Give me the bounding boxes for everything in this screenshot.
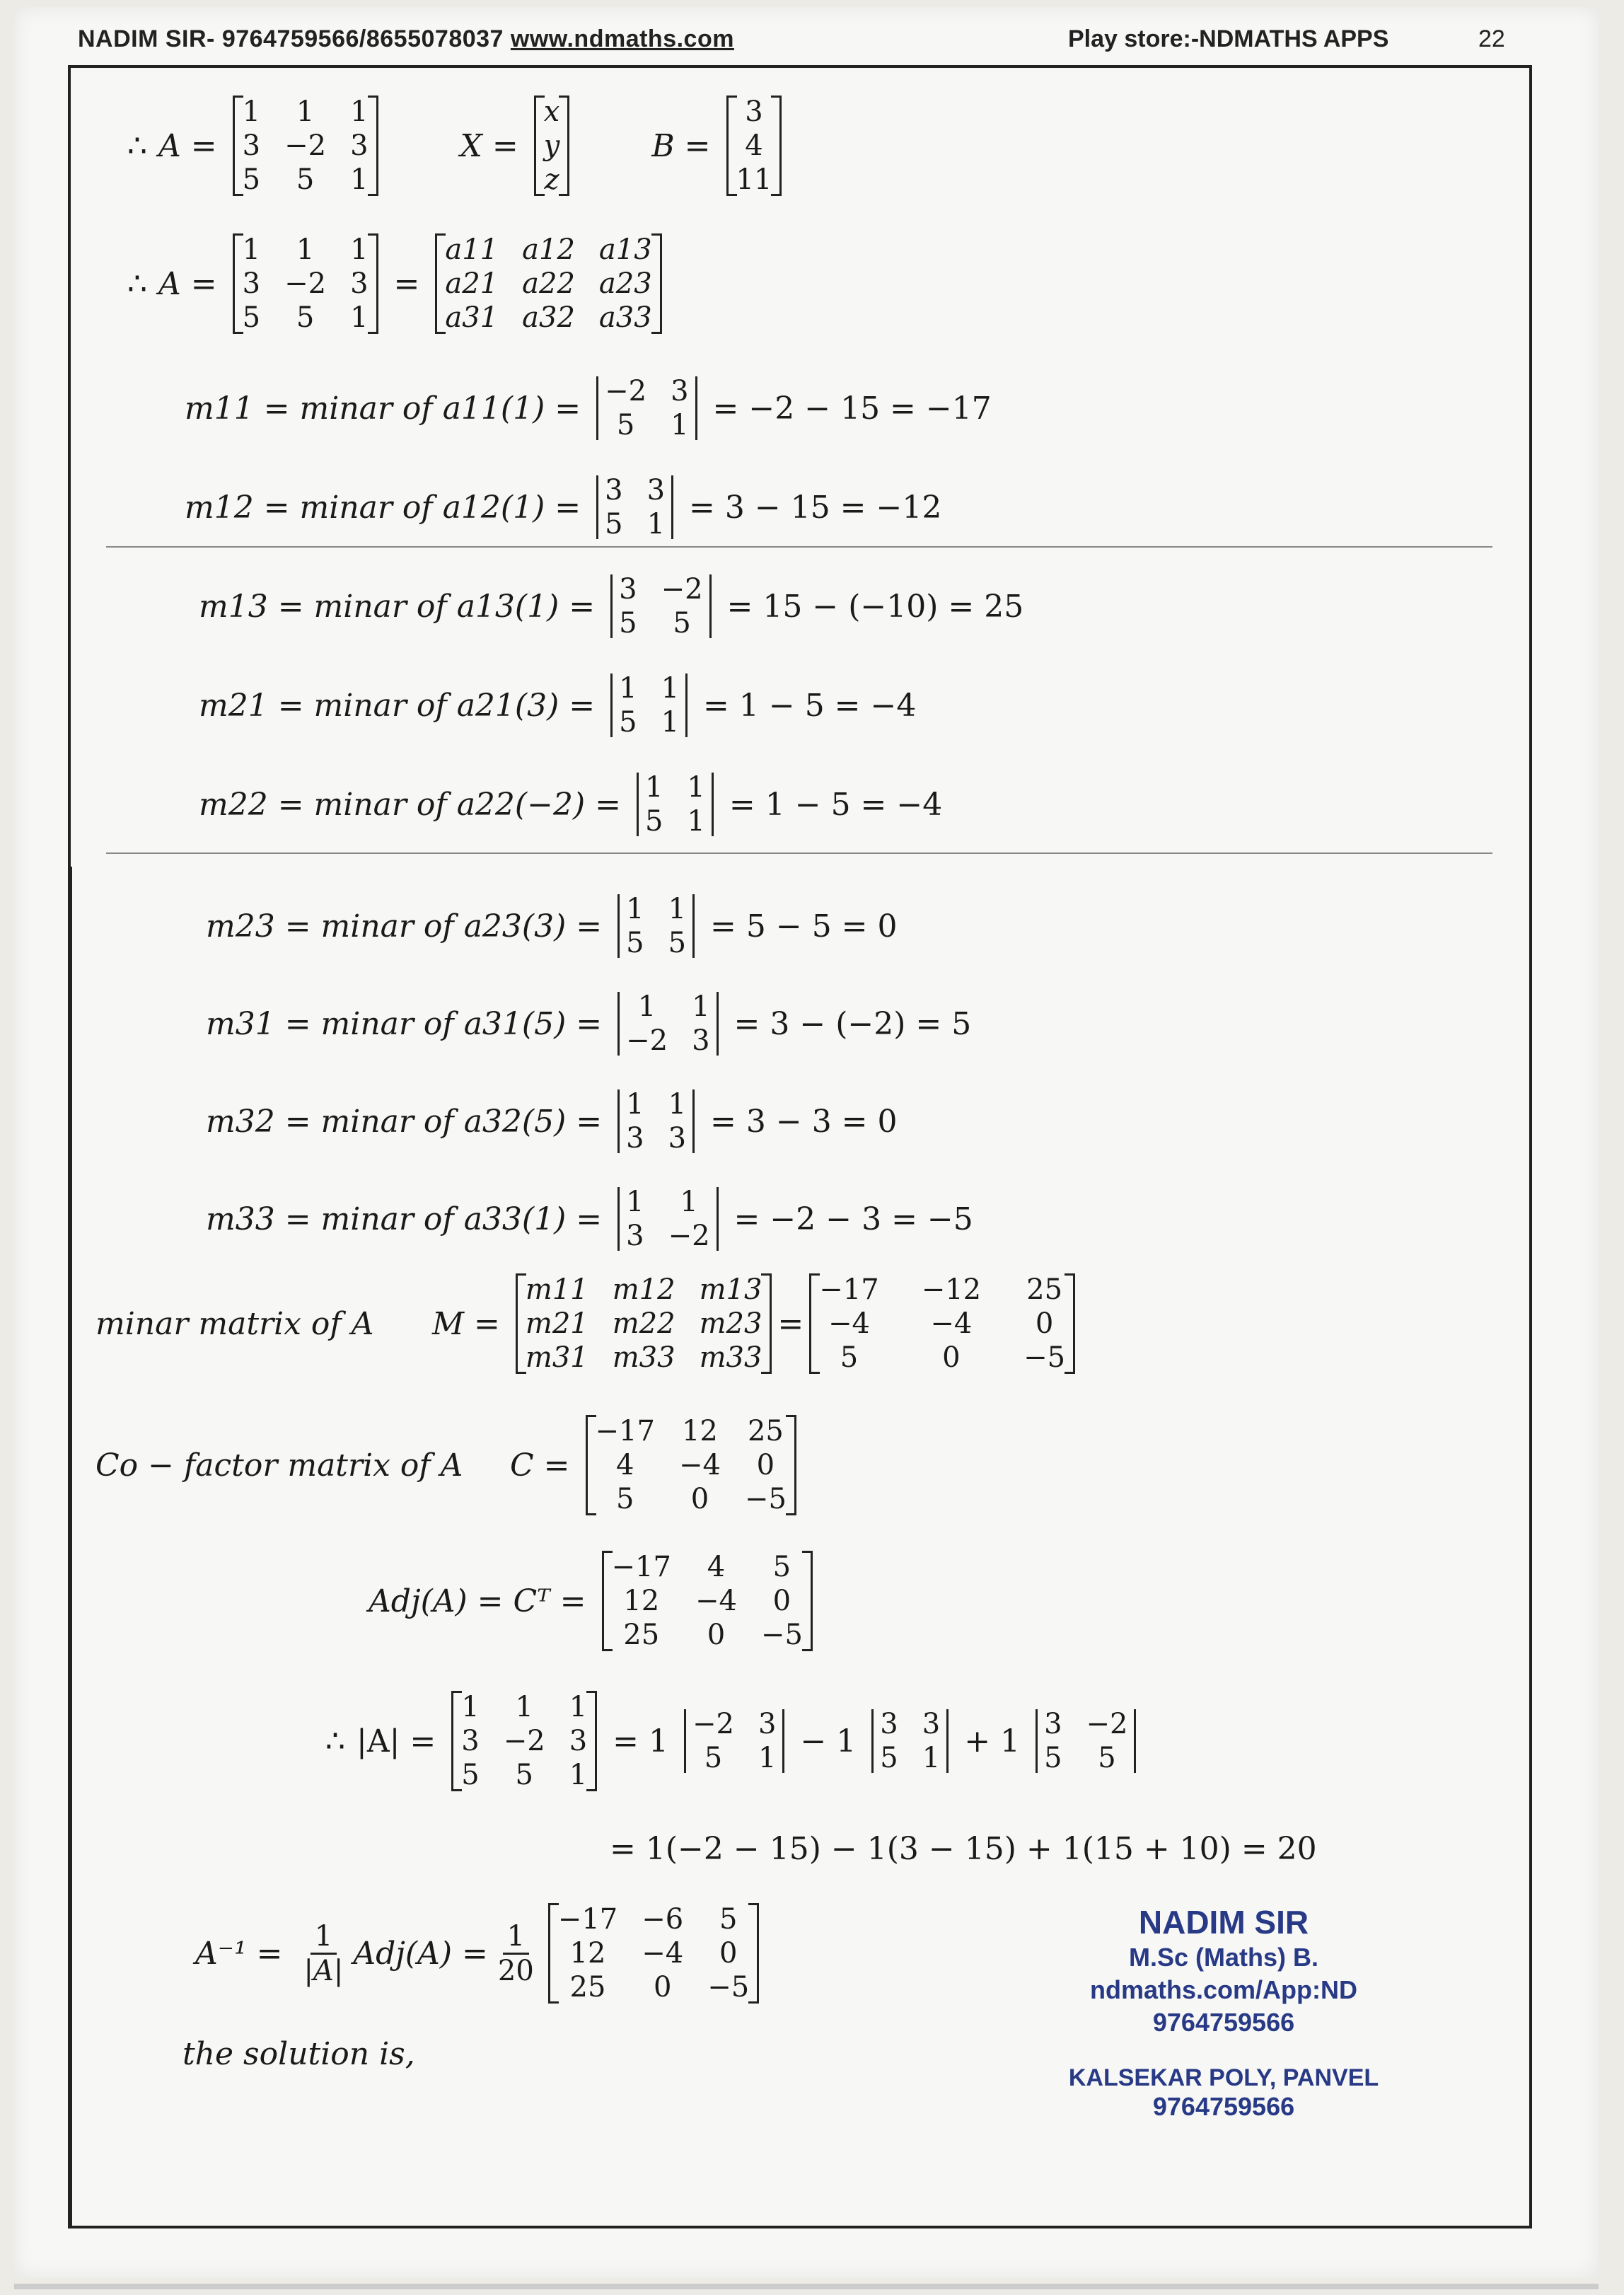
matrix-cell: 25: [569, 1971, 606, 2004]
matrix-cell: 1: [296, 233, 315, 266]
matrix-cell: 0: [653, 1971, 672, 2004]
matrix-cell: 0: [1035, 1307, 1054, 1340]
header-phone: NADIM SIR- 9764759566/8655078037: [78, 25, 504, 52]
matrix-cell: 5: [616, 1483, 634, 1515]
matrix-cell: −2: [626, 1024, 668, 1057]
inverse-matrix: [548, 1903, 759, 2004]
matrix-cell: 1: [661, 706, 680, 739]
matrix-cell: m22: [612, 1307, 675, 1340]
matrix-cell: 25: [1026, 1273, 1063, 1306]
matrix-cell: 1: [350, 96, 369, 128]
matrix-cell: 1: [350, 233, 369, 266]
minor-determinant: [610, 672, 688, 739]
matrix-cell: 3: [922, 1708, 941, 1740]
matrix-cell: 3: [461, 1725, 480, 1757]
matrix-cell: 25: [623, 1619, 660, 1651]
matrix-cell: 5: [605, 508, 623, 540]
matrix-cell: 5: [619, 706, 637, 739]
matrix-cell: 12: [681, 1415, 718, 1447]
minor-rhs: = −2 − 15 = −17: [712, 390, 992, 427]
matrix-cell: 1: [242, 96, 261, 128]
minor-lhs: m23 = minar of a23(3) =: [206, 908, 603, 944]
matrix-cell: 1: [644, 771, 663, 804]
matrix-cell: 1: [692, 990, 710, 1023]
determinant-label: |A| =: [356, 1723, 436, 1759]
matrix-cell: 5: [719, 1903, 738, 1936]
minor-rhs: = 3 − (−2) = 5: [733, 1005, 972, 1042]
matrix-cell: −2: [661, 573, 703, 606]
minor-determinant: [617, 1186, 718, 1252]
matrix-cell: 0: [690, 1483, 709, 1515]
matrix-cell: 3: [745, 96, 763, 128]
matrix-cell: 0: [942, 1341, 961, 1374]
matrix-cell: m23: [699, 1307, 762, 1340]
therefore-symbol: ∴: [325, 1723, 345, 1759]
adjoint-label: Adj(A) = Cᵀ =: [369, 1583, 586, 1619]
matrix-a-elements: [435, 233, 661, 334]
minor-lhs: m31 = minar of a31(5) =: [206, 1005, 603, 1042]
matrix-cell: 5: [296, 163, 315, 196]
matrix-cell: a33: [598, 301, 652, 334]
author-stamp: [1047, 1903, 1400, 2122]
matrix-cell: −2: [284, 129, 327, 162]
matrix-cell: z: [544, 163, 559, 196]
matrix-cell: x: [543, 96, 560, 128]
minor-matrix-symbols: [516, 1273, 772, 1374]
cofactor-label: Co − factor matrix of A: [95, 1447, 463, 1484]
row-adjoint: [357, 1551, 817, 1651]
matrix-cell: 3: [626, 1220, 644, 1252]
matrix-cell: m31: [525, 1341, 588, 1374]
matrix-cell: 4: [707, 1551, 726, 1583]
matrix-cell: 3: [758, 1708, 777, 1740]
matrix-cell: 3: [242, 267, 261, 300]
minor-matrix-label: minar matrix of A: [95, 1305, 374, 1342]
matrix-cell: 5: [1044, 1742, 1062, 1774]
stamp-institute: KALSEKAR POLY, PANVEL: [1068, 2064, 1379, 2091]
matrix-cell: 1: [296, 96, 315, 128]
minor-row: [195, 990, 982, 1057]
matrix-cell: −2: [605, 375, 647, 407]
matrix-cell: 1: [671, 409, 689, 441]
inverse-adj-text: Adj(A) =: [353, 1935, 488, 1972]
matrix-cell: −17: [595, 1415, 655, 1447]
matrix-cell: 1: [680, 1186, 698, 1218]
row-determinant: [325, 1691, 1140, 1791]
minor-rhs: = 3 − 3 = 0: [710, 1103, 898, 1140]
row-matrix-general: ∴ A = 1 1 1 3 −2 3 5 5 1 = a11 a12 a13 a21 a22 a23 a31 a32 a33: [127, 233, 666, 334]
matrix-cell: 1: [626, 1186, 644, 1218]
matrix-cell: −17: [557, 1903, 618, 1936]
matrix-cell: m21: [525, 1307, 588, 1340]
matrix-cell: 0: [719, 1937, 738, 1970]
stamp-website: ndmaths.com/App:ND: [1090, 1975, 1357, 2004]
matrix-cell: 3: [619, 573, 637, 606]
matrix-cell: 0: [756, 1449, 775, 1481]
minor-matrix-values: [809, 1273, 1075, 1374]
matrix-cell: −6: [642, 1903, 684, 1936]
minor-lhs: m32 = minar of a32(5) =: [206, 1103, 603, 1140]
matrix-cell: 1: [668, 1088, 687, 1121]
matrix-cell: −5: [707, 1971, 750, 2004]
minor-row: [195, 893, 909, 959]
matrix-cell: a13: [598, 233, 652, 266]
minor-rhs: = 5 − 5 = 0: [710, 908, 898, 944]
therefore-symbol: ∴: [127, 127, 147, 164]
matrix-cell: −2: [284, 267, 327, 300]
matrix-cell: 1: [646, 508, 666, 540]
minor-determinant: [617, 893, 695, 959]
matrix-cell: −5: [760, 1619, 803, 1651]
matrix-cell: 5: [704, 1742, 723, 1774]
cofactor-c-label: C =: [510, 1447, 570, 1484]
matrix-cell: 5: [673, 607, 691, 640]
adjoint-matrix: [602, 1551, 813, 1651]
stamp-degree: M.Sc (Maths) B.: [1128, 1943, 1318, 1972]
stamp-phone: 9764759566: [1152, 2008, 1295, 2037]
matrix-cell: 1: [687, 805, 705, 838]
matrix-cell: 0: [772, 1585, 791, 1617]
expansion-det-3: [1036, 1708, 1136, 1774]
determinant-matrix: [451, 1691, 597, 1791]
expansion-det-2: [871, 1708, 949, 1774]
determinant-result: = 1(−2 − 15) − 1(3 − 15) + 1(15 + 10) = 20: [610, 1831, 1317, 1867]
matrix-cell: 1: [687, 771, 705, 804]
matrix-cell: 3: [605, 474, 623, 507]
stamp-name: NADIM SIR: [1138, 1904, 1309, 1941]
matrix-cell: m12: [612, 1273, 675, 1306]
matrix-cell: 3: [242, 129, 261, 162]
matrix-cell: 1: [922, 1742, 941, 1774]
matrix-cell: −5: [744, 1483, 787, 1515]
matrix-a-label-2: A =: [158, 265, 217, 302]
minor-rhs: = 1 − 5 = −4: [703, 687, 917, 724]
expansion-det-1: [684, 1708, 784, 1774]
matrix-cell: 4: [616, 1449, 634, 1481]
matrix-cell: 5: [619, 607, 637, 640]
matrix-cell: 5: [772, 1551, 791, 1583]
row-minor-matrix: minar matrix of A M = m11 m12 m13 m21 m22 m23 m31 m33 m33 = −17 −12 25 −4 −4 0 5 0 −5: [95, 1273, 1079, 1374]
matrix-x-label: X =: [460, 127, 518, 164]
minor-lhs: m13 = minar of a13(1) =: [199, 588, 596, 625]
minor-row: [173, 375, 1003, 441]
matrix-cell: 3: [1044, 1708, 1062, 1740]
matrix-b-label: B =: [651, 127, 711, 164]
matrix-cell: 5: [840, 1341, 859, 1374]
minor-row: [187, 672, 927, 739]
matrix-cell: 3: [626, 1122, 644, 1155]
divider-top: [106, 546, 1492, 548]
matrix-cell: a31: [445, 301, 499, 334]
matrix-a: [233, 96, 378, 196]
expansion-term-3: + 1: [964, 1723, 1021, 1759]
matrix-cell: 5: [668, 927, 687, 959]
matrix-cell: 12: [569, 1937, 606, 1970]
matrix-cell: −17: [819, 1273, 879, 1306]
matrix-cell: 1: [569, 1691, 588, 1723]
matrix-cell: 4: [745, 129, 763, 162]
frame-edge: [68, 867, 72, 2228]
stamp-phone-2: 9764759566: [1152, 2092, 1295, 2121]
matrix-cell: −4: [678, 1449, 721, 1481]
matrix-cell: 25: [747, 1415, 784, 1447]
matrix-cell: 1: [515, 1691, 533, 1723]
matrix-cell: 5: [296, 301, 315, 334]
matrix-a-values: [233, 233, 378, 334]
matrix-cell: 1: [668, 893, 687, 925]
matrix-cell: 3: [880, 1708, 898, 1740]
matrix-cell: 3: [668, 1122, 687, 1155]
matrix-cell: −2: [1086, 1708, 1128, 1740]
matrix-cell: 1: [626, 1088, 644, 1121]
matrix-cell: 5: [461, 1759, 480, 1791]
minor-lhs: m21 = minar of a21(3) =: [199, 687, 596, 724]
matrix-cell: a12: [522, 233, 575, 266]
matrix-cell: 3: [692, 1024, 710, 1057]
minor-row: [195, 1186, 985, 1252]
matrix-cell: 1: [350, 163, 369, 196]
matrix-cell: 3: [671, 375, 689, 407]
matrix-cell: −4: [828, 1307, 870, 1340]
minor-determinant: [596, 474, 673, 540]
minor-determinant: [617, 1088, 695, 1155]
matrix-cell: 1: [758, 1742, 777, 1774]
matrix-cell: −2: [692, 1708, 734, 1740]
minor-row: [173, 474, 953, 540]
minor-rhs: = 3 − 15 = −12: [689, 489, 942, 526]
minor-matrix-m-label: M =: [432, 1305, 500, 1342]
matrix-cell: 5: [242, 301, 261, 334]
fraction-one-over-20: $\frac{1}{20}$: [497, 1919, 534, 1987]
minor-row: [187, 771, 953, 838]
solution-text: the solution is,: [182, 2036, 415, 2072]
matrix-cell: −4: [642, 1937, 684, 1970]
matrix-cell: 0: [707, 1619, 726, 1651]
minor-row: [195, 1088, 909, 1155]
matrix-b: [726, 96, 782, 196]
minor-rhs: = 1 − 5 = −4: [729, 786, 943, 823]
row-cofactor-matrix: [95, 1415, 801, 1515]
matrix-cell: 1: [461, 1691, 480, 1723]
minor-lhs: m22 = minar of a22(−2) =: [199, 786, 621, 823]
expansion-term-1: = 1: [613, 1723, 669, 1759]
header-url[interactable]: www.ndmaths.com: [510, 25, 734, 52]
matrix-cell: −2: [668, 1220, 710, 1252]
minor-rhs: = −2 − 3 = −5: [733, 1201, 973, 1237]
matrix-cell: −4: [930, 1307, 973, 1340]
matrix-cell: a22: [522, 267, 575, 300]
matrix-cell: −2: [503, 1725, 545, 1757]
matrix-cell: 1: [242, 233, 261, 266]
minor-determinant: [610, 573, 711, 640]
matrix-cell: 3: [646, 474, 666, 507]
minor-rhs: = 15 − (−10) = 25: [726, 588, 1024, 625]
header-playstore: Play store:-NDMATHS APPS: [1068, 25, 1389, 52]
matrix-a-label: A =: [158, 127, 217, 164]
minor-lhs: m33 = minar of a33(1) =: [206, 1201, 603, 1237]
matrix-cell: a11: [445, 233, 499, 266]
minor-determinant: [596, 375, 697, 441]
matrix-cell: m33: [612, 1341, 675, 1374]
matrix-cell: 5: [626, 927, 644, 959]
minor-determinant: [617, 990, 718, 1057]
matrix-cell: 1: [661, 672, 680, 705]
matrix-cell: 1: [626, 893, 644, 925]
matrix-cell: y: [543, 129, 560, 162]
matrix-cell: 3: [569, 1725, 588, 1757]
matrix-cell: m11: [525, 1273, 588, 1306]
matrix-cell: −4: [695, 1585, 737, 1617]
row-matrices-axb: [127, 96, 786, 196]
matrix-cell: 11: [736, 163, 772, 196]
fraction-one-over-det: $\frac{1}{|A|}$: [303, 1919, 344, 1987]
page-number: 22: [1478, 25, 1505, 52]
page-bottom-edge: [14, 2284, 1599, 2289]
matrix-cell: 5: [515, 1759, 533, 1791]
matrix-x: [534, 96, 570, 196]
matrix-cell: m33: [699, 1341, 762, 1374]
matrix-cell: 3: [350, 267, 369, 300]
matrix-cell: −17: [611, 1551, 671, 1583]
divider-bottom: [106, 852, 1492, 854]
matrix-cell: 5: [1098, 1742, 1116, 1774]
header-contact: [78, 25, 734, 53]
matrix-cell: a21: [445, 267, 499, 300]
therefore-symbol: ∴: [127, 265, 147, 302]
matrix-cell: m13: [699, 1273, 762, 1306]
row-inverse: [184, 1903, 763, 2004]
matrix-cell: a32: [522, 301, 575, 334]
matrix-cell: 1: [569, 1759, 588, 1791]
matrix-cell: 5: [242, 163, 261, 196]
minor-determinant: [637, 771, 714, 838]
expansion-term-2: − 1: [800, 1723, 857, 1759]
inverse-label: A⁻¹ =: [195, 1935, 283, 1972]
matrix-cell: 3: [350, 129, 369, 162]
matrix-cell: 12: [623, 1585, 660, 1617]
minor-row: [187, 573, 1035, 640]
matrix-cell: 5: [880, 1742, 898, 1774]
cofactor-matrix: [586, 1415, 796, 1515]
matrix-cell: 1: [619, 672, 637, 705]
matrix-cell: −12: [921, 1273, 982, 1306]
minor-lhs: m11 = minar of a11(1) =: [185, 390, 581, 427]
minor-lhs: m12 = minar of a12(1) =: [185, 489, 581, 526]
matrix-cell: 5: [644, 805, 663, 838]
matrix-cell: a23: [598, 267, 652, 300]
matrix-cell: 1: [637, 990, 656, 1023]
matrix-cell: 1: [350, 301, 369, 334]
matrix-cell: 5: [616, 409, 635, 441]
matrix-cell: −5: [1023, 1341, 1066, 1374]
